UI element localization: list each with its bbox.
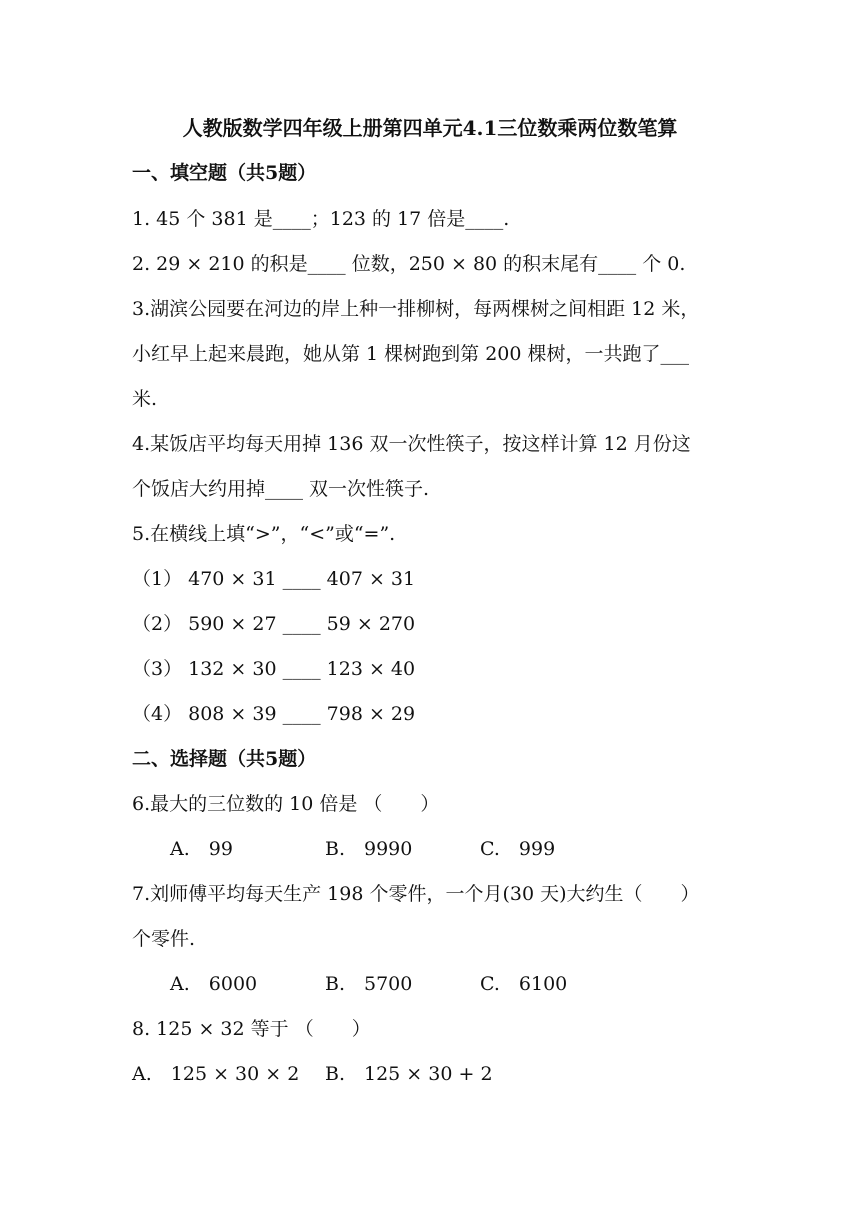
question-5-item: （2） 590 × 27 ____ 59 × 270 (132, 613, 416, 635)
question-5-item: （4） 808 × 39 ____ 798 × 29 (132, 703, 416, 725)
section-fill-in-blank-heading: 一、填空题（共5题） (132, 162, 317, 184)
page-title: 人教版数学四年级上册第四单元4.1三位数乘两位数笔算 (182, 116, 678, 140)
question-7-option-c: C. 6100 (480, 973, 568, 995)
question-5-item: （3） 132 × 30 ____ 123 × 40 (132, 658, 416, 680)
question-4-line-2: 个饭店大约用掉____ 双一次性筷子. (132, 478, 430, 500)
question-8-option-a: A. 125 × 30 × 2 (132, 1063, 300, 1085)
question-3-line-2: 小红早上起来晨跑，她从第 1 棵树跑到第 200 棵树，一共跑了___ (132, 343, 690, 365)
question-6-stem: 6.最大的三位数的 10 倍是 （ ） (132, 793, 440, 815)
question-8-stem: 8. 125 × 32 等于 （ ） (132, 1018, 371, 1040)
question-6-option-c: C. 999 (480, 838, 556, 860)
question-8-option-b: B. 125 × 30 + 2 (325, 1063, 493, 1085)
section-multiple-choice-heading: 二、选择题（共5题） (132, 748, 317, 770)
question-3-line-1: 3.湖滨公园要在河边的岸上种一排柳树，每两棵树之间相距 12 米， (132, 298, 700, 320)
question-5-item: （1） 470 × 31 ____ 407 × 31 (132, 568, 416, 590)
question-7-option-a: A. 6000 (170, 973, 258, 995)
question-1: 1. 45 个 381 是____；123 的 17 倍是____. (132, 208, 510, 230)
question-7-option-b: B. 5700 (325, 973, 413, 995)
question-7-line-1: 7.刘师傅平均每天生产 198 个零件，一个月(30 天)大约生（ ） (132, 883, 700, 905)
question-6-option-b: B. 9990 (325, 838, 413, 860)
question-5-stem: 5.在横线上填“>”，“<”或“=”. (132, 523, 396, 545)
question-2: 2. 29 × 210 的积是____ 位数，250 × 80 的积末尾有____ 个 0. (132, 253, 686, 275)
question-7-line-2: 个零件. (132, 928, 196, 950)
question-3-line-3: 米. (132, 388, 158, 410)
question-6-option-a: A. 99 (170, 838, 233, 860)
question-4-line-1: 4.某饭店平均每天用掉 136 双一次性筷子，按这样计算 12 月份这 (132, 433, 691, 455)
